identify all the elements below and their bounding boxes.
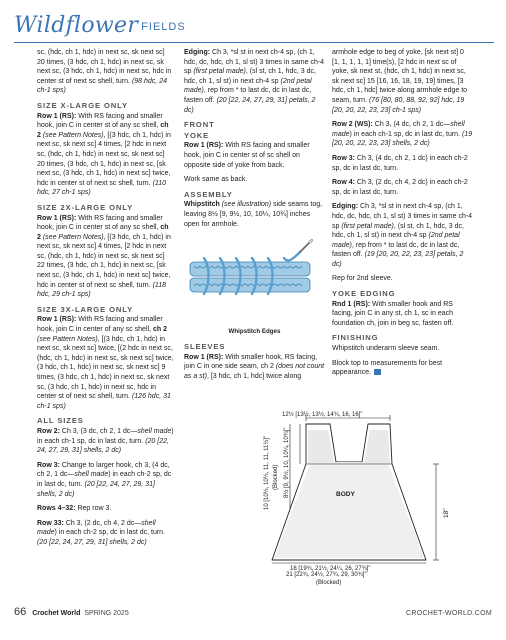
text: , (sl st, ch 1, hdc, 3 dc, hdc, ch 1, sl st) in next ch-4 sp xyxy=(184,68,316,85)
text: , [3 hdc, ch 1, hdc] twice along xyxy=(206,373,302,381)
heading-size-xl: SIZE X-LARGE ONLY xyxy=(37,100,128,110)
paragraph-sleeve-row3 xyxy=(332,154,473,173)
end-mark-icon xyxy=(374,369,381,375)
row-label: Row 1 (RS): xyxy=(184,353,224,361)
stitch-count: (19 [20, 20, 22, 23, 23] petals, 2 dc) xyxy=(332,251,464,268)
note: shell made xyxy=(37,519,156,537)
text: Block top to measurements for best appearance. xyxy=(332,359,443,377)
text: Ch 3, (4 dc, ch 2, 1 dc— xyxy=(372,121,451,129)
illustration-caption: Whipstitch Edges xyxy=(228,327,281,335)
text: Ch 3, (2 dc, ch 4, 2 dc) in each ch-2 sp, dc in last dc, turn. xyxy=(332,179,468,196)
note: shell made xyxy=(332,121,465,138)
note: (2nd petal made) xyxy=(184,77,312,95)
paragraph-sleeve-edging xyxy=(332,202,473,269)
paragraph-whipstitch xyxy=(184,200,325,229)
paragraph-front-work: Work same as back. xyxy=(184,176,248,184)
label-body: BODY xyxy=(336,491,355,498)
note: (see Pattern Notes) xyxy=(37,335,98,343)
note: (see Pattern Notes) xyxy=(40,233,104,241)
paragraph-rnd1 xyxy=(332,300,473,329)
row-label: Row 4: xyxy=(332,179,355,187)
paragraph-rows4-32 xyxy=(37,504,174,514)
website-link[interactable]: CROCHET-WORLD.COM xyxy=(406,610,492,617)
heading-yoke: YOKE xyxy=(184,130,210,140)
text: Ch 3, (3 dc, ch 2, 1 dc— xyxy=(59,427,138,435)
row-label: Row 2 (WS): xyxy=(332,121,373,129)
paragraph-row33 xyxy=(37,519,174,548)
row-label: Row 2: xyxy=(37,427,60,435)
text: ) in each ch-2 sp, dc in last dc, turn. xyxy=(54,529,166,537)
paragraph-finishing: Whipstitch underarm sleeve seam. xyxy=(332,345,440,353)
text: ) in each ch-2 sp, dc in last dc, turn. xyxy=(37,471,172,488)
note: (first petal made) xyxy=(193,68,246,76)
stitch-count: (110 hdc, 27 ch-1 sps) xyxy=(37,179,167,197)
note: shell made xyxy=(137,427,172,435)
text: With smaller hook, RS facing, join C in one side seam, ch 2 xyxy=(184,353,318,371)
row-label: Edging: xyxy=(184,49,211,56)
note: (2nd petal made) xyxy=(332,232,460,249)
text: With smaller hook and RS facing, join C in any st, ch 1, sc in each foundation ch, join in beg sc, fasten off. xyxy=(332,300,454,327)
page-footer xyxy=(14,606,492,618)
row-label: Row 1 (RS): xyxy=(184,142,224,150)
text: ) in each ch-1 sp, dc in last dc, turn. xyxy=(37,427,174,445)
text: With RS facing and smaller hook, join C in center st of sc shell on opposite side of yoke from back. xyxy=(184,142,310,169)
row-label: Row 1 (RS): xyxy=(37,316,77,324)
paragraph-armhole xyxy=(332,48,473,115)
paragraph-2xl-row1 xyxy=(37,214,174,300)
text: ) in each ch-1 sp, dc in last dc, turn. xyxy=(349,130,461,138)
text-bold: ch 2 xyxy=(152,326,167,334)
text: Ch 3, *sl st in next ch-4 sp, (ch 1, hdc, dc, hdc, ch 1, sl st) 3 times in same ch-4 sp xyxy=(332,203,473,230)
column-3 xyxy=(332,48,473,383)
label-top-width: 12½ [13½, 13½, 14¾, 16, 16]" xyxy=(282,412,363,418)
column-1 xyxy=(37,48,174,553)
text: sc, (hdc, ch 1, hdc) in next sc, sk next sc] 20 times, (3 hdc, ch 1, hdc) in next sc, sk next sc, (3 hdc, ch 1, hdc) in next sc, hdc in center st of next sc shell, turn. xyxy=(37,49,172,85)
text: Ch 3, (2 dc, ch 4, 2 dc— xyxy=(63,519,142,527)
label-blocked-bottom: (Blocked) xyxy=(316,580,342,586)
heading-finishing: FINISHING xyxy=(332,333,379,343)
note: (first petal made) xyxy=(341,222,394,230)
label-bottom-width: 18 [19¾, 21½, 24¼, 26, 27¾]" xyxy=(290,566,371,572)
stitch-count: (20 [22, 24, 27, 29, 31] shells, 2 dc) xyxy=(37,480,155,498)
paragraph-3xl-row1 xyxy=(37,315,174,411)
paragraph-rep-sleeve: Rep for 2nd sleeve. xyxy=(332,275,393,283)
stitch-count: (19 [20, 20, 22, 23, 23] shells, 2 dc) xyxy=(332,130,473,148)
column-2 xyxy=(184,48,325,387)
paragraph-sleeves-row1 xyxy=(184,353,325,382)
paragraph-front-row1 xyxy=(184,141,325,170)
paragraph-sleeve-row4 xyxy=(332,178,473,197)
text: side seams tog, leaving 8½ [9, 9½, 10, 10¼, 10¾] inches open for armhole. xyxy=(184,201,323,228)
stitch-count: (98 hdc, 24 ch-1 sps) xyxy=(37,77,167,95)
text: , rep from * to last dc, dc in last dc, fasten off. xyxy=(184,87,312,104)
text: , [(3 hdc, ch 1, hdc) in next sc, sk next sc] 4 times, [2 hdc in next sc, (hdc, ch 1, hdc) in next sc, sk next sc] 20 times, (3 hdc, ch 1, hdc) in next sc, [sk next sc, (3 hdc, ch 1, hdc) in next sc] twice, hdc in center st of next sc shell, turn. xyxy=(37,131,171,187)
stitch-count: (76 [80, 80, 88, 92, 92] hdc, 19 [20, 20, 22, 23, 23] ch-1 sps) xyxy=(332,96,465,114)
note: (does not count as a st) xyxy=(184,363,325,381)
text: , [(3 hdc, ch 1, hdc) in next sc, sk next sc] twice, [(2 hdc in next sc, (hdc, ch 1, hdc) in next sc, sk next sc] twice, (3 hdc, ch 1, hdc) in next sc, sk next sc] 9 times, (3 hdc, ch 1, hdc) in next sc, sk next sc, (3 hdc, ch 1, hdc) in next sc, hdc in center st of next sc shell, turn. xyxy=(37,335,174,401)
paragraph-edging xyxy=(184,48,325,115)
page-header xyxy=(14,8,186,38)
row-label: Rows 4–32: xyxy=(37,505,76,513)
magazine-name: Crochet World xyxy=(32,610,81,617)
note: (see Pattern Notes) xyxy=(40,131,104,139)
heading-sleeves: SLEEVES xyxy=(184,342,226,352)
heading-size-3xl: SIZE 3X-LARGE ONLY xyxy=(37,304,134,314)
row-label: Row 33: xyxy=(37,519,64,527)
text: Change to larger hook, ch 3, (4 dc, ch 2, 1 dc— xyxy=(37,461,170,479)
header-title-suffix: FIELDS xyxy=(141,21,186,33)
heading-front: FRONT xyxy=(184,120,215,130)
text: Rep row 3. xyxy=(75,505,112,513)
text: armhole edge to beg of yoke, [sk next st] 0 [1, 1, 1, 1, 1] time(s), [2 hdc in next sc of yoke, sk next st, (hdc, ch 1, hdc) in next sc, sk next sc] 15 [16, 16, 18, 19, 19] times, [3 hdc, ch 1, hdc] twice along armhole edge to seam, turn. xyxy=(332,49,468,104)
note: (see illustration) xyxy=(219,201,272,209)
body-shading xyxy=(274,464,424,558)
text: , (sl st, ch 1, hdc, 3 dc, hdc, ch 1, sl st) in next ch-4 sp xyxy=(332,222,464,240)
label-yoke-depth: 10 [10½, 10½, 11, 11, 11½]" xyxy=(264,435,270,510)
heading-all-sizes: ALL SIZES xyxy=(37,416,84,426)
whipstitch-illustration xyxy=(184,236,325,320)
issue-label: SPRING 2025 xyxy=(84,610,129,617)
paragraph-row2 xyxy=(37,427,174,456)
heading-yoke-edging: YOKE EDGING xyxy=(332,289,396,299)
note: shell made xyxy=(74,471,109,479)
paragraph-xl-row1 xyxy=(37,112,174,198)
heading-size-2xl: SIZE 2X-LARGE ONLY xyxy=(37,202,134,212)
text: With RS facing and smaller hook, join C in center st of any sc shell, xyxy=(37,214,163,232)
paragraph-intro xyxy=(37,48,174,96)
stitch-count: (20 [22, 24, 27, 29, 31] petals, 2 dc) xyxy=(184,96,316,114)
heading-assembly: ASSEMBLY xyxy=(184,189,233,199)
body-schematic xyxy=(250,410,480,578)
header-rule xyxy=(14,42,494,43)
row-label: Row 3: xyxy=(332,154,355,162)
label-blocked-side: (Blocked) xyxy=(273,464,279,490)
paragraph-row3 xyxy=(37,461,174,499)
text: With RS facing and smaller hook, join C in center of any sc shell, xyxy=(37,316,163,334)
stitch-count: (20 [22, 24, 27, 29, 31] shells, 2 dc) xyxy=(37,437,169,455)
row-label: Rnd 1 (RS): xyxy=(332,300,371,308)
text: With RS facing and smaller hook, join C in center st of any sc shell, xyxy=(37,112,163,130)
row-label: Row 1 (RS): xyxy=(37,112,77,120)
text-bold: ch 2 xyxy=(37,122,169,139)
text: , [(3 hdc, ch 1, hdc) in next sc, sk next sc] 4 times, [2 hdc in next sc, (hdc, ch 1, hdc) in next sc, sk next sc] 22 times, (3 hdc, ch 1, hdc) in next sc, [sk next sc, (3 hdc, ch 1, hdc) in next sc] twice, hdc in center st of next sc shell, turn. xyxy=(37,233,171,289)
row-label: Edging: xyxy=(332,203,359,211)
page-number: 66 xyxy=(14,606,27,618)
stitch-count: (20 [22, 24, 27, 29, 31] shells, 2 dc) xyxy=(37,538,147,546)
paragraph-sleeve-row2 xyxy=(332,120,473,149)
row-label: Row 3: xyxy=(37,461,60,469)
text-bold: ch 2 xyxy=(37,224,169,241)
yoke-shading xyxy=(308,430,390,464)
text: Ch 3, (4 dc, ch 2, 1 dc) in each ch-2 sp, dc in last dc, turn. xyxy=(332,154,468,172)
header-script-title: Wildflower xyxy=(14,13,139,38)
row-label: Row 1 (RS): xyxy=(37,214,77,222)
row-label: Whipstitch xyxy=(184,201,220,209)
label-length: 18" xyxy=(443,508,450,518)
text: Ch 3, *sl st in next ch-4 sp, (ch 1, hdc, dc, hdc, ch 1, sl st) 3 times in same ch-4 sp xyxy=(184,49,325,76)
stitch-count: (118 hdc, 29 ch-1 sps) xyxy=(37,281,167,299)
text: , rep from * to last dc, dc in last dc, fasten off. xyxy=(332,241,460,259)
label-hem-width: 21 [22¾, 24½, 27¾, 29, 30¾]" xyxy=(286,572,367,578)
paragraph-block xyxy=(332,359,473,378)
stitch-count: (126 hdc, 31 ch-1 sps) xyxy=(37,393,171,410)
label-armhole-depth: 8½ [9, 9½, 10, 10¼, 10¾]" xyxy=(284,427,290,498)
